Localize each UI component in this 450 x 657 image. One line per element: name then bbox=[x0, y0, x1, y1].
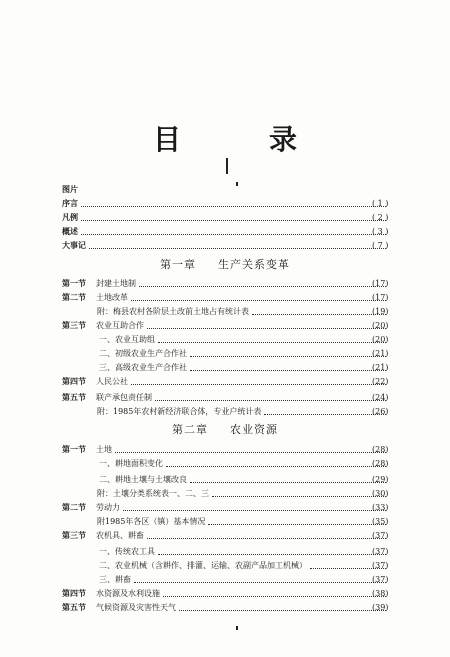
page-number: ( 7 ) bbox=[372, 241, 389, 250]
toc-row bbox=[0, 473, 450, 486]
entry-label: 水资源及水利设施 bbox=[96, 589, 160, 598]
page-title: 目 录 bbox=[152, 123, 327, 156]
toc-row bbox=[0, 405, 450, 418]
entry-label: 一、农业互助组 bbox=[99, 335, 155, 344]
entry-label: 二、农业机械（含耕作、排灌、运输、农副产品加工机械） bbox=[99, 561, 307, 570]
toc-row bbox=[0, 333, 450, 346]
dot-leader bbox=[123, 509, 386, 511]
page-number: (29) bbox=[372, 475, 389, 484]
dot-leader bbox=[179, 609, 386, 611]
dot-leader bbox=[158, 341, 386, 343]
toc-row bbox=[0, 487, 450, 500]
dot-leader bbox=[163, 595, 386, 597]
entry-label: 劳动力 bbox=[96, 503, 120, 512]
chapter-name: 生产关系变革 bbox=[218, 258, 290, 271]
entry-label: 三、高级农业生产合作社 bbox=[99, 363, 187, 372]
section-number: 第四节 bbox=[62, 588, 86, 598]
page-number: ( 3 ) bbox=[372, 227, 389, 236]
toc-row bbox=[0, 183, 450, 196]
dot-leader bbox=[81, 219, 386, 221]
dot-leader bbox=[81, 233, 386, 235]
toc-row bbox=[0, 291, 450, 304]
dot-leader bbox=[134, 581, 386, 583]
scan-mark bbox=[236, 626, 238, 630]
toc-row bbox=[0, 391, 450, 404]
toc-row bbox=[0, 361, 450, 374]
dot-leader bbox=[212, 495, 386, 497]
chapter-heading bbox=[0, 256, 450, 272]
entry-label: 农业互助合作 bbox=[96, 321, 144, 330]
toc-row bbox=[0, 277, 450, 290]
chapter-number: 第二章 bbox=[172, 423, 208, 436]
page-number: (37) bbox=[372, 561, 389, 570]
page-number: (37) bbox=[372, 531, 389, 540]
page-number: (26) bbox=[372, 407, 389, 416]
toc-row bbox=[0, 501, 450, 514]
entry-label: 序言 bbox=[62, 198, 78, 208]
page-number: (17) bbox=[372, 293, 389, 302]
dot-leader bbox=[131, 383, 386, 385]
entry-label: 人民公社 bbox=[96, 377, 128, 386]
toc-row bbox=[0, 587, 450, 600]
scan-mark bbox=[226, 158, 228, 174]
page-number: (17) bbox=[372, 279, 389, 288]
toc-row bbox=[0, 305, 450, 318]
page-number: (22) bbox=[372, 377, 389, 386]
section-number: 第五节 bbox=[62, 392, 86, 402]
toc-row bbox=[0, 545, 450, 558]
entry-label: 大事记 bbox=[62, 240, 86, 250]
entry-label: 概述 bbox=[62, 226, 78, 236]
dot-leader bbox=[139, 285, 386, 287]
section-number: 第三节 bbox=[62, 530, 86, 540]
section-number: 第五节 bbox=[62, 602, 86, 612]
entry-label: 图片 bbox=[62, 184, 78, 194]
page-number: (21) bbox=[372, 363, 389, 372]
page-number: ( 2 ) bbox=[372, 213, 389, 222]
entry-label: 凡例 bbox=[62, 212, 78, 222]
entry-label: 附1985年各区（镇）基本情况 bbox=[97, 517, 206, 526]
entry-label: 土地 bbox=[96, 445, 112, 454]
entry-label: 气候资源及灾害性天气 bbox=[96, 603, 176, 612]
dot-leader bbox=[155, 399, 386, 401]
dot-leader bbox=[147, 537, 386, 539]
page-number: (20) bbox=[372, 321, 389, 330]
section-number: 第四节 bbox=[62, 376, 86, 386]
section-number: 第三节 bbox=[62, 320, 86, 330]
toc-row bbox=[0, 601, 450, 614]
toc-row bbox=[0, 573, 450, 586]
page-number: (38) bbox=[372, 589, 389, 598]
toc-row bbox=[0, 211, 450, 224]
section-number: 第二节 bbox=[62, 292, 86, 302]
entry-label: 农机具、耕畜 bbox=[96, 531, 144, 540]
toc-row bbox=[0, 347, 450, 360]
page-number: (28) bbox=[372, 445, 389, 454]
toc-row bbox=[0, 375, 450, 388]
toc-row bbox=[0, 529, 450, 542]
dot-leader bbox=[190, 355, 386, 357]
entry-label: 二、初级农业生产合作社 bbox=[99, 349, 187, 358]
dot-leader bbox=[89, 247, 386, 249]
entry-label: 三、耕畜 bbox=[99, 575, 131, 584]
dot-leader bbox=[166, 465, 386, 467]
page-number: (39) bbox=[372, 603, 389, 612]
page-number: (21) bbox=[372, 349, 389, 358]
dot-leader bbox=[252, 313, 386, 315]
dot-leader bbox=[115, 451, 386, 453]
section-number: 第一节 bbox=[62, 278, 86, 288]
dot-leader bbox=[81, 205, 386, 207]
toc-row bbox=[0, 515, 450, 528]
page-number: ( 1 ) bbox=[372, 199, 389, 208]
toc-row bbox=[0, 457, 450, 470]
dot-leader bbox=[131, 299, 386, 301]
dot-leader bbox=[190, 369, 386, 371]
chapter-heading bbox=[0, 421, 450, 437]
dot-leader bbox=[190, 481, 386, 483]
chapter-number: 第一章 bbox=[160, 258, 196, 271]
toc-row bbox=[0, 443, 450, 456]
entry-label: 一、耕地面积变化 bbox=[99, 459, 163, 468]
entry-label: 附：1985年农村新经济联合体，专业户统计表 bbox=[97, 407, 262, 416]
page-number: (33) bbox=[372, 503, 389, 512]
page-number: (24) bbox=[372, 393, 389, 402]
entry-label: 附：梅县农村各阶层土改前土地占有统计表 bbox=[97, 307, 249, 316]
dot-leader bbox=[158, 553, 386, 555]
section-number: 第二节 bbox=[62, 502, 86, 512]
page-number: (35) bbox=[372, 517, 389, 526]
entry-label: 土地改革 bbox=[96, 293, 128, 302]
page-number: (37) bbox=[372, 547, 389, 556]
toc-row bbox=[0, 239, 450, 252]
section-number: 第一节 bbox=[62, 444, 86, 454]
dot-leader bbox=[208, 523, 386, 525]
entry-label: 封建土地制 bbox=[96, 279, 136, 288]
entry-label: 一、传统农工具 bbox=[99, 547, 155, 556]
page-number: (37) bbox=[372, 575, 389, 584]
toc-row bbox=[0, 319, 450, 332]
toc-row bbox=[0, 559, 450, 572]
page-number: (20) bbox=[372, 335, 389, 344]
toc-row bbox=[0, 197, 450, 210]
chapter-name: 农业资源 bbox=[230, 423, 278, 436]
entry-label: 附：土壤分类系统表一、二、三 bbox=[97, 489, 209, 498]
entry-label: 联产承包责任制 bbox=[96, 393, 152, 402]
toc-row bbox=[0, 225, 450, 238]
dot-leader bbox=[147, 327, 386, 329]
dot-leader bbox=[264, 413, 386, 415]
entry-label: 二、耕地土壤与土壤改良 bbox=[99, 475, 187, 484]
page-number: (28) bbox=[372, 459, 389, 468]
page-number: (30) bbox=[372, 489, 389, 498]
page-number: (19) bbox=[372, 307, 389, 316]
